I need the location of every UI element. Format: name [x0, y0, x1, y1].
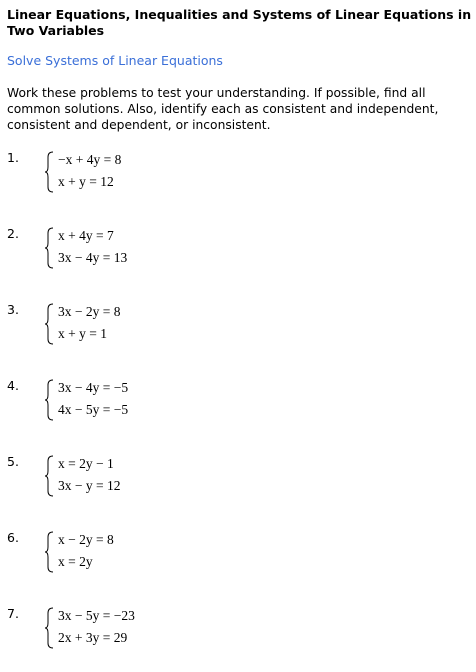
equation-2: x + y = 12 [58, 174, 114, 189]
equation-1: x + 4y = 7 [58, 228, 114, 243]
problem-number: 5. [7, 454, 19, 469]
equation-1: x = 2y − 1 [58, 456, 114, 471]
problem-number: 3. [7, 302, 19, 317]
equation-1: 3x − 4y = −5 [58, 380, 129, 395]
problem-number: 2. [7, 226, 19, 241]
equation-1: −x + 4y = 8 [58, 152, 122, 167]
section-subtitle: Solve Systems of Linear Equations [7, 53, 223, 68]
problem-number: 7. [7, 606, 19, 621]
equation-1: 3x − 5y = −23 [58, 608, 135, 623]
equation-1: 3x − 2y = 8 [58, 304, 121, 319]
problem-number: 1. [7, 150, 19, 165]
equation-2: 3x − y = 12 [58, 478, 121, 493]
brace-icon [44, 607, 54, 649]
page-title: Linear Equations, Inequalities and Systems of Linear Equations in Two Variables [7, 7, 472, 38]
problem-number: 4. [7, 378, 19, 393]
equation-2: 2x + 3y = 29 [58, 630, 128, 645]
instructions-text: Work these problems to test your understanding. If possible, find all common solutions. Also, identify each as consistent and independent, consistent and dependent, or inconsistent. [7, 86, 439, 132]
brace-icon [44, 303, 54, 345]
equation-2: x + y = 1 [58, 326, 107, 341]
equation-2: 4x − 5y = −5 [58, 402, 129, 417]
brace-icon [44, 379, 54, 421]
problem-number: 6. [7, 530, 19, 545]
brace-icon [44, 531, 54, 573]
equation-1: x − 2y = 8 [58, 532, 114, 547]
brace-icon [44, 455, 54, 497]
equation-2: 3x − 4y = 13 [58, 250, 128, 265]
equation-2: x = 2y [58, 554, 93, 569]
brace-icon [44, 227, 54, 269]
brace-icon [44, 151, 54, 193]
